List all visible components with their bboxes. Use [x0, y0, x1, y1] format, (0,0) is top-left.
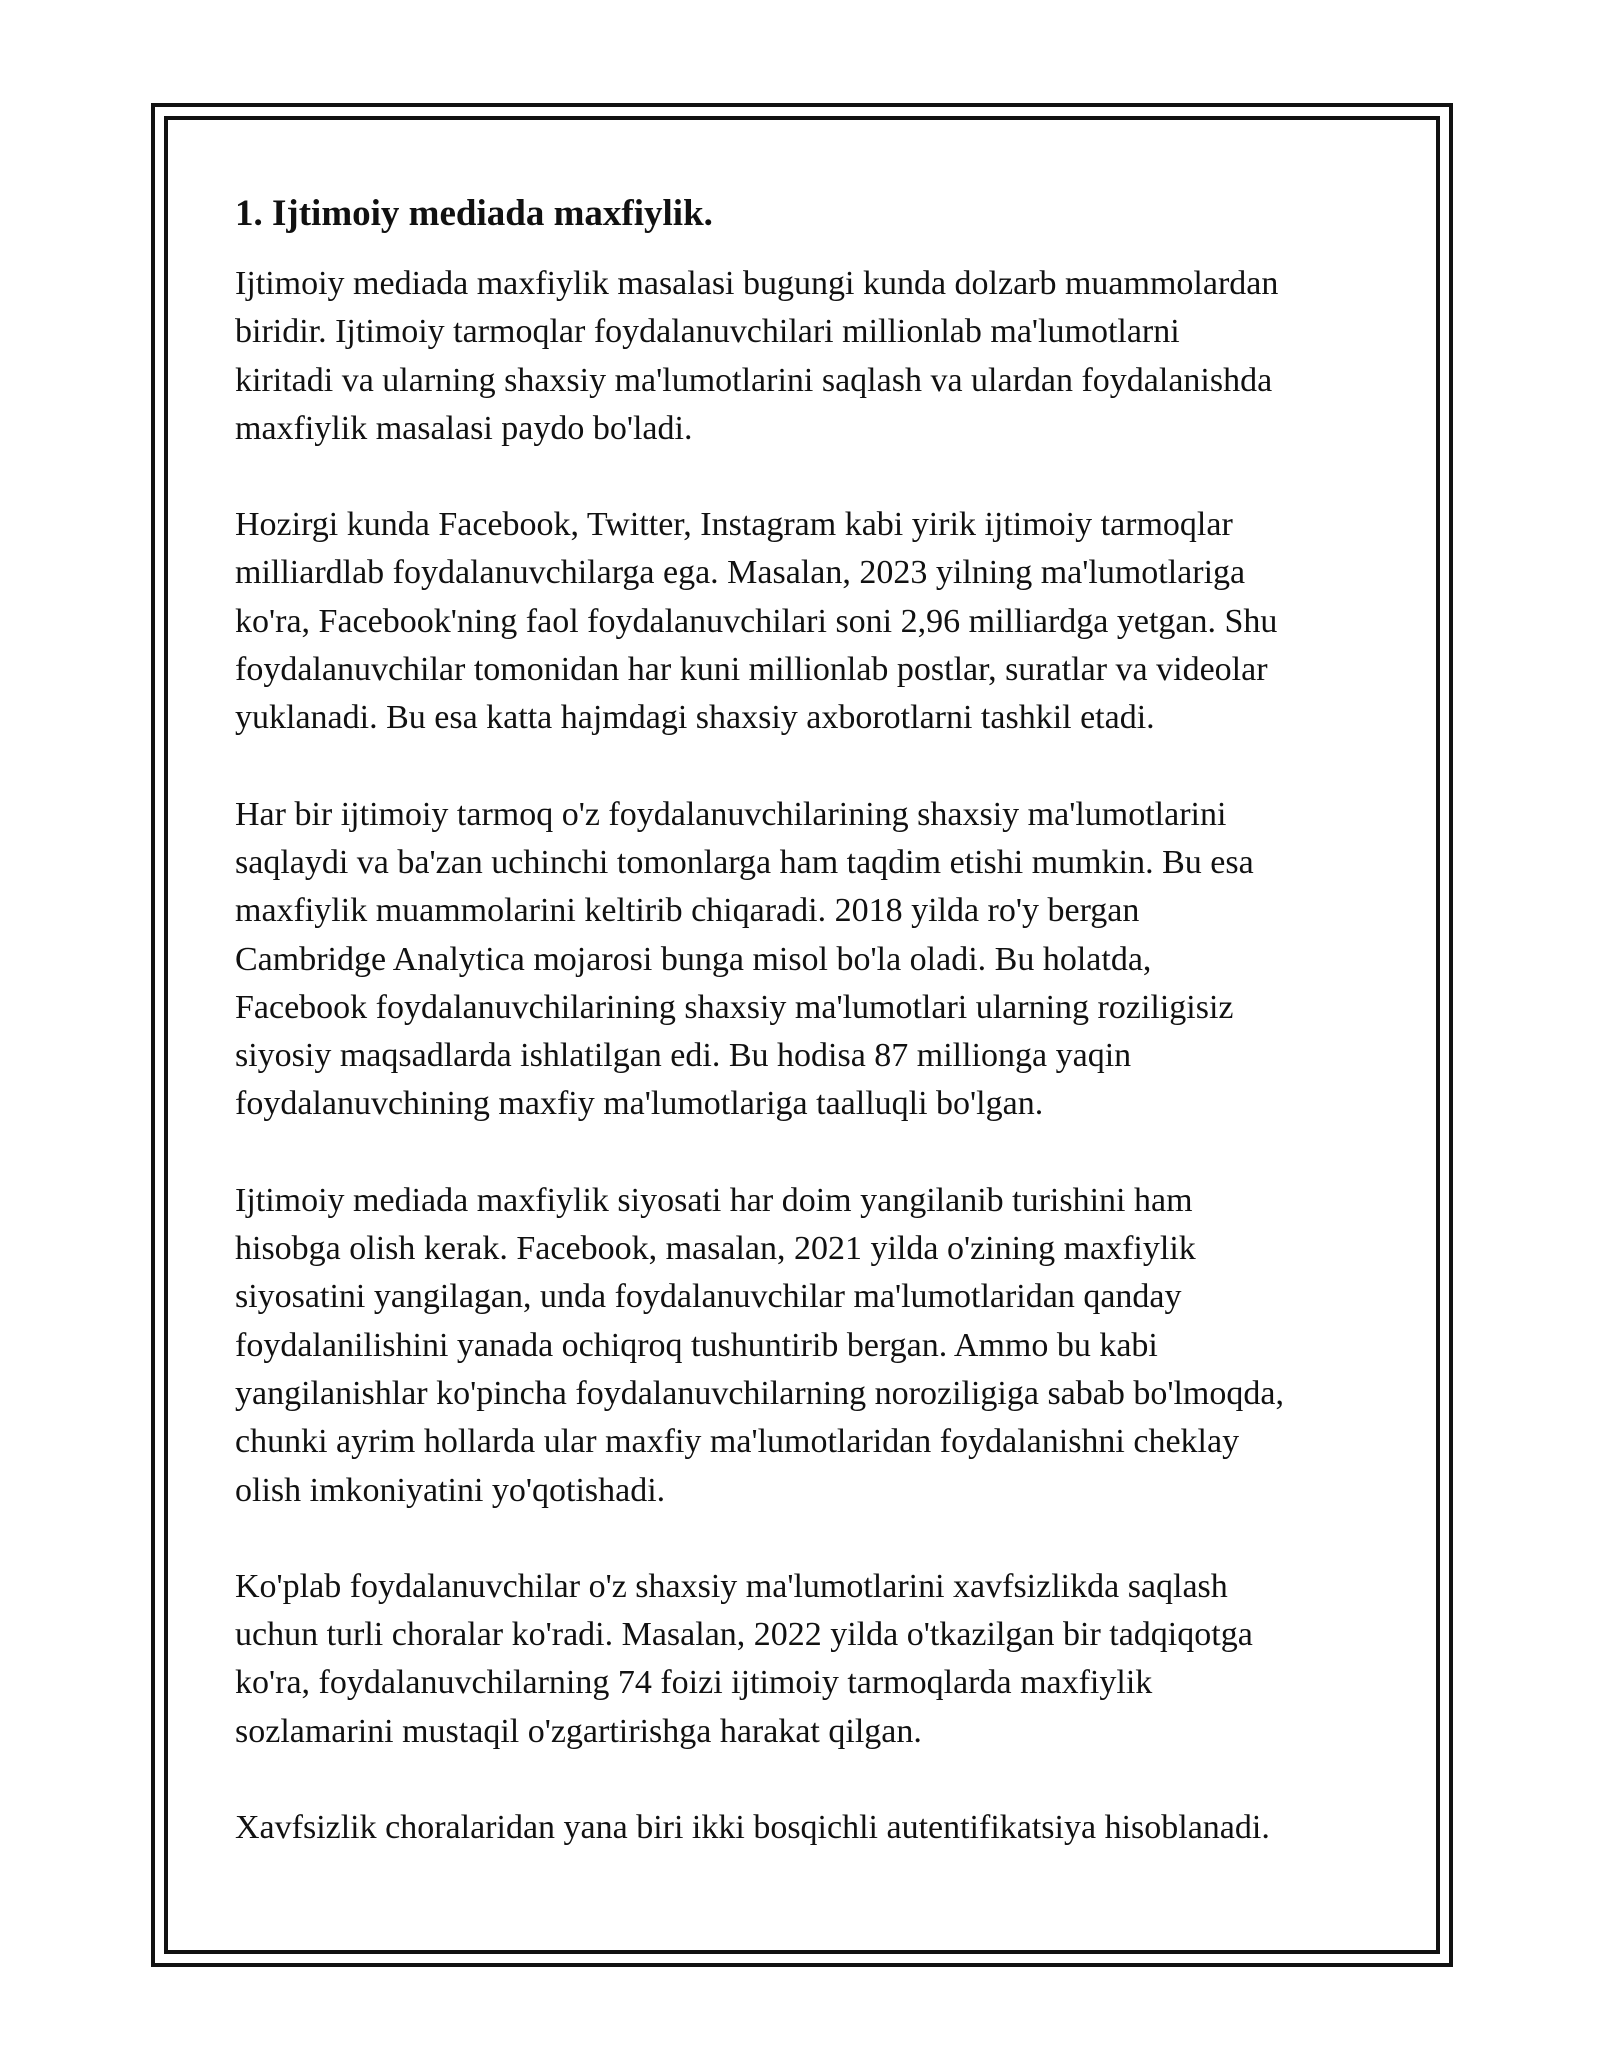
paragraph-4: Ijtimoiy mediada maxfiylik siyosati har doim yangilanib turishini ham hisobga olish kerak. Facebook, masalan, 2021 yilda o'zining maxfiylik siyosatini yangilagan, unda foydalanuvchilar ma'lumotlaridan qanday foydalanilishini yanada ochiqroq tushuntirib bergan. Ammo bu kabi yangilanishlar ko'pincha foydalanuvchilarning noroziligiga sabab bo'lmoqda, chunki ayrim hollarda ular maxfiy ma'lumotlaridan foydalanishni cheklay olish imkoniyatini yo'qotishadi.: [235, 1181, 1284, 1509]
document-body: [235, 190, 1375, 1900]
paragraph-5: Ko'plab foydalanuvchilar o'z shaxsiy ma'lumotlarini xavfsizlikda saqlash uchun turli choralar ko'radi. Masalan, 2022 yilda o'tkazilgan bir tadqiqotga ko'ra, foydalanuvchilarning 74 foizi ijtimoiy tarmoqlarda maxfiylik sozlamarini mustaqil o'zgartirishga harakat qilgan.: [235, 1567, 1253, 1750]
paragraph-6: Xavfsizlik choralaridan yana biri ikki bosqichli autentifikatsiya hisoblanadi.: [235, 1809, 1270, 1847]
section-heading: 1. Ijtimoiy mediada maxfiylik.: [235, 193, 713, 234]
paragraph-2: Hozirgi kunda Facebook, Twitter, Instagram kabi yirik ijtimoiy tarmoqlar milliardlab foydalanuvchilarga ega. Masalan, 2023 yilning ma'lumotlariga ko'ra, Facebook'ning faol foydalanuvchilari soni 2,96 milliardga yetgan. Shu foydalanuvchilar tomonidan har kuni millionlab postlar, suratlar va videolar yuklanadi. Bu esa katta hajmdagi shaxsiy axborotlarni tashkil etadi.: [235, 506, 1278, 737]
paragraph-3: Har bir ijtimoiy tarmoq o'z foydalanuvchilarining shaxsiy ma'lumotlarini saqlaydi va ba'zan uchinchi tomonlarga ham taqdim etishi mumkin. Bu esa maxfiylik muammolarini keltirib chiqaradi. 2018 yilda ro'y bergan Cambridge Analytica mojarosi bunga misol bo'la oladi. Bu holatda, Facebook foydalanuvchilarining shaxsiy ma'lumotlari ularning roziligisiz siyosiy maqsadlarda ishlatilgan edi. Bu hodisa 87 millionga yaqin foydalanuvchining maxfiy ma'lumotlariga taalluqli bo'lgan.: [235, 795, 1254, 1123]
paragraph-1: Ijtimoiy mediada maxfiylik masalasi bugungi kunda dolzarb muammolardan biridir. Ijtimoiy tarmoqlar foydalanuvchilari millionlab ma'lumotlarni kiritadi va ularning shaxsiy ma'lumotlarini saqlash va ulardan foydalanishda maxfiylik masalasi paydo bo'ladi.: [235, 265, 1279, 447]
